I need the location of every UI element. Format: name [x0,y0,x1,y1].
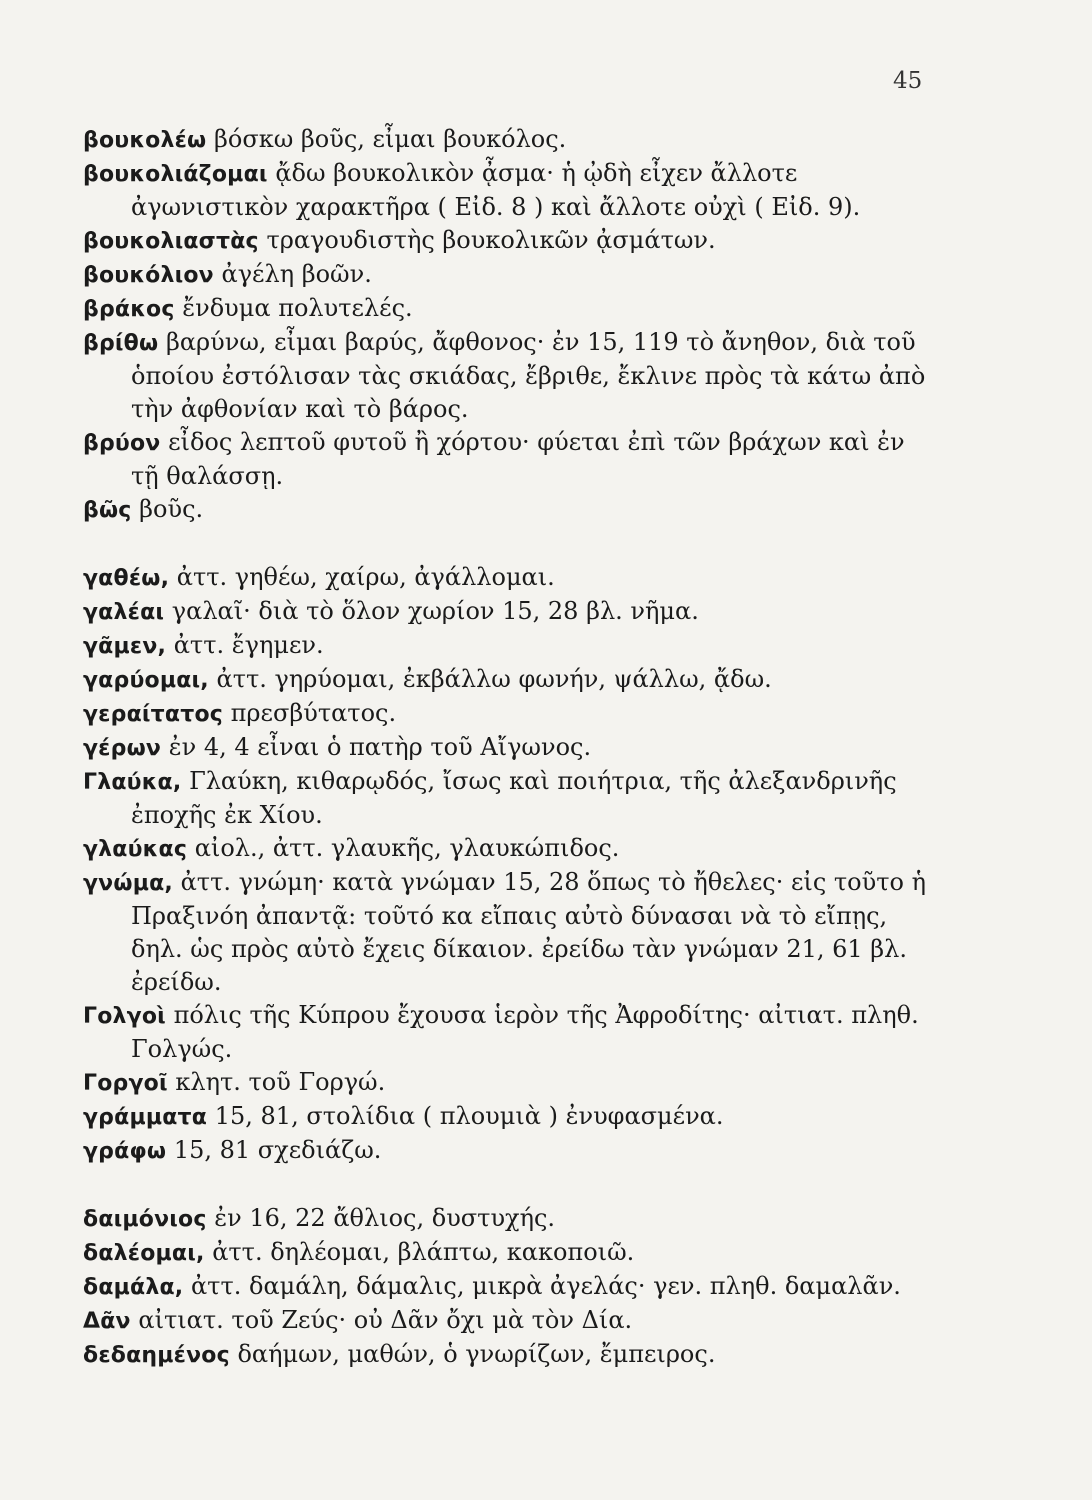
entry-headword: βῶς [83,498,132,523]
entry-headword: δεδαημένος [83,1343,230,1368]
glossary-entry [83,1066,933,1100]
entry-definition: ἀττ. δαμάλη, δάμαλις, μικρὰ ἀγελάς· γεν. πληθ. δαμαλᾶν. [190,1272,901,1300]
entry-definition: ἀγέλη βοῶν. [221,260,372,288]
glossary-entry [83,123,933,157]
entry-definition: πρεσβύτατος. [230,699,397,727]
glossary-entry [83,731,933,765]
entry-headword: βουκόλιον [83,263,214,288]
entry-headword: γεραίτατος [83,702,224,727]
entry-definition: τραγουδιστὴς βουκολικῶν ᾀσμάτων. [266,226,716,254]
entry-definition: αἰολ., ἀττ. γλαυκῆς, γλαυκώπιδος. [194,834,620,862]
entry-definition: ἐν 16, 22 ἄθλιος, δυστυχής. [214,1204,556,1232]
entry-headword: βρύον [83,431,161,456]
glossary-entry [83,561,933,595]
entry-definition: ᾄδω βουκολικὸν ᾆσμα· ἡ ᾠδὴ εἶχεν ἄλλοτε ἀγωνιστικὸν χαρακτῆρα ( Εἰδ. 8 ) καὶ ἄλλοτε οὐχὶ ( Εἰδ. 9). [131,159,861,221]
entry-headword: Γολγοὶ [83,1004,166,1029]
entry-headword: γαλέαι [83,600,165,625]
entry-definition: ἀττ. γνώμη· κατὰ γνώμαν 15, 28 ὅπως τὸ ἤθελες· εἰς τοῦτο ἡ Πραξινόη ἀπαντᾷ: τοῦτό κα εἴπαις αὐτὸ δύνασαι νὰ τὸ εἴπῃς, δηλ. ὡς πρὸς αὐτὸ ἔχεις δίκαιον. ἐρείδω τὰν γνώμαν 21, 61 βλ. ἐρείδω. [131,868,926,996]
glossary-entry [83,1270,933,1304]
entry-headword: γράμματα [83,1105,208,1130]
entry-definition: ἀττ. δηλέομαι, βλάπτω, κακοποιῶ. [212,1238,635,1266]
entry-definition: βαρύνω, εἶμαι βαρύς, ἄφθονος· ἐν 15, 119 τὸ ἄνηθον, διὰ τοῦ ὁποίου ἐστόλισαν τὰς σκιάδας, ἔβριθε, ἔκλινε πρὸς τὰ κάτω ἀπὸ τὴν ἀφθονίαν καὶ τὸ βάρος. [131,328,926,423]
glossary-entry [83,629,933,663]
entry-headword: δαιμόνιος [83,1207,207,1232]
glossary-entry [83,157,933,224]
entry-definition: εἶδος λεπτοῦ φυτοῦ ἢ χόρτου· φύεται ἐπὶ τῶν βράχων καὶ ἐν τῇ θαλάσσῃ. [131,428,905,490]
entry-definition: βόσκω βοῦς, εἶμαι βουκόλος. [214,125,567,153]
entry-headword: Γοργοῖ [83,1071,168,1096]
glossary-entry [83,224,933,258]
entry-headword: γᾶμεν, [83,634,167,659]
glossary-entry [83,832,933,866]
entry-definition: πόλις τῆς Κύπρου ἔχουσα ἱερὸν τῆς Ἀφροδίτης· αἰτιατ. πληθ. Γολγώς. [131,1001,919,1063]
glossary-entry [83,1304,933,1338]
glossary-entry [83,1100,933,1134]
glossary-entry [83,1236,933,1270]
entry-definition: δαήμων, μαθών, ὁ γνωρίζων, ἔμπειρος. [237,1340,716,1368]
entry-headword: γέρων [83,736,162,761]
glossary-entry [83,999,933,1066]
glossary-entry [83,258,933,292]
entry-headword: γνώμα, [83,871,173,896]
entry-headword: βράκος [83,297,175,322]
entry-headword: γαθέω, [83,566,170,591]
glossary-entry [83,493,933,527]
entry-definition: βοῦς. [139,495,204,523]
entry-definition: 15, 81 σχεδιάζω. [173,1136,382,1164]
entry-headword: γράφω [83,1139,167,1164]
entry-headword: Δᾶν [83,1309,131,1334]
entry-definition: ἀττ. γηρύομαι, ἐκβάλλω φωνήν, ψάλλω, ᾄδω. [216,665,772,693]
entry-definition: ἐν 4, 4 εἶναι ὁ πατὴρ τοῦ Αἴγωνος. [168,733,592,761]
entry-headword: βρίθω [83,331,159,356]
entry-definition: γαλαῖ· διὰ τὸ ὅλον χωρίον 15, 28 βλ. νῆμα. [171,597,699,625]
glossary-entry [83,765,933,832]
entry-headword: γαρύομαι, [83,668,209,693]
page-number: 45 [893,68,923,94]
entry-headword: Γλαύκα, [83,770,182,795]
glossary-entry [83,292,933,326]
glossary-entry [83,426,933,493]
glossary-entry [83,1338,933,1372]
entry-definition: ἔνδυμα πολυτελές. [182,294,413,322]
entry-headword: βουκολιαστὰς [83,229,259,254]
entry-headword: δαλέομαι, [83,1241,205,1266]
glossary-entry [83,1134,933,1168]
entry-definition: ἀττ. ἔγημεν. [173,631,324,659]
glossary-entry [83,595,933,629]
entry-definition: κλητ. τοῦ Γοργώ. [175,1068,386,1096]
glossary-entry [83,1202,933,1236]
glossary-entry [83,866,933,999]
entry-headword: βουκολιάζομαι [83,162,268,187]
entry-headword: βουκολέω [83,128,207,153]
entry-headword: γλαύκας [83,837,188,862]
entry-definition: ἀττ. γηθέω, χαίρω, ἀγάλλομαι. [176,563,555,591]
glossary-entry [83,326,933,426]
glossary-entries [83,123,933,1372]
entry-headword: δαμάλα, [83,1275,184,1300]
glossary-entry [83,663,933,697]
entry-definition: 15, 81, στολίδια ( πλουμιὰ ) ἐνυφασμένα. [214,1102,724,1130]
entry-definition: Γλαύκη, κιθαρῳδός, ἴσως καὶ ποιήτρια, τῆς ἀλεξανδρινῆς ἐποχῆς ἐκ Χίου. [131,767,897,829]
glossary-entry [83,697,933,731]
entry-definition: αἰτιατ. τοῦ Ζεύς· οὐ Δᾶν ὄχι μὰ τὸν Δία. [138,1306,633,1334]
